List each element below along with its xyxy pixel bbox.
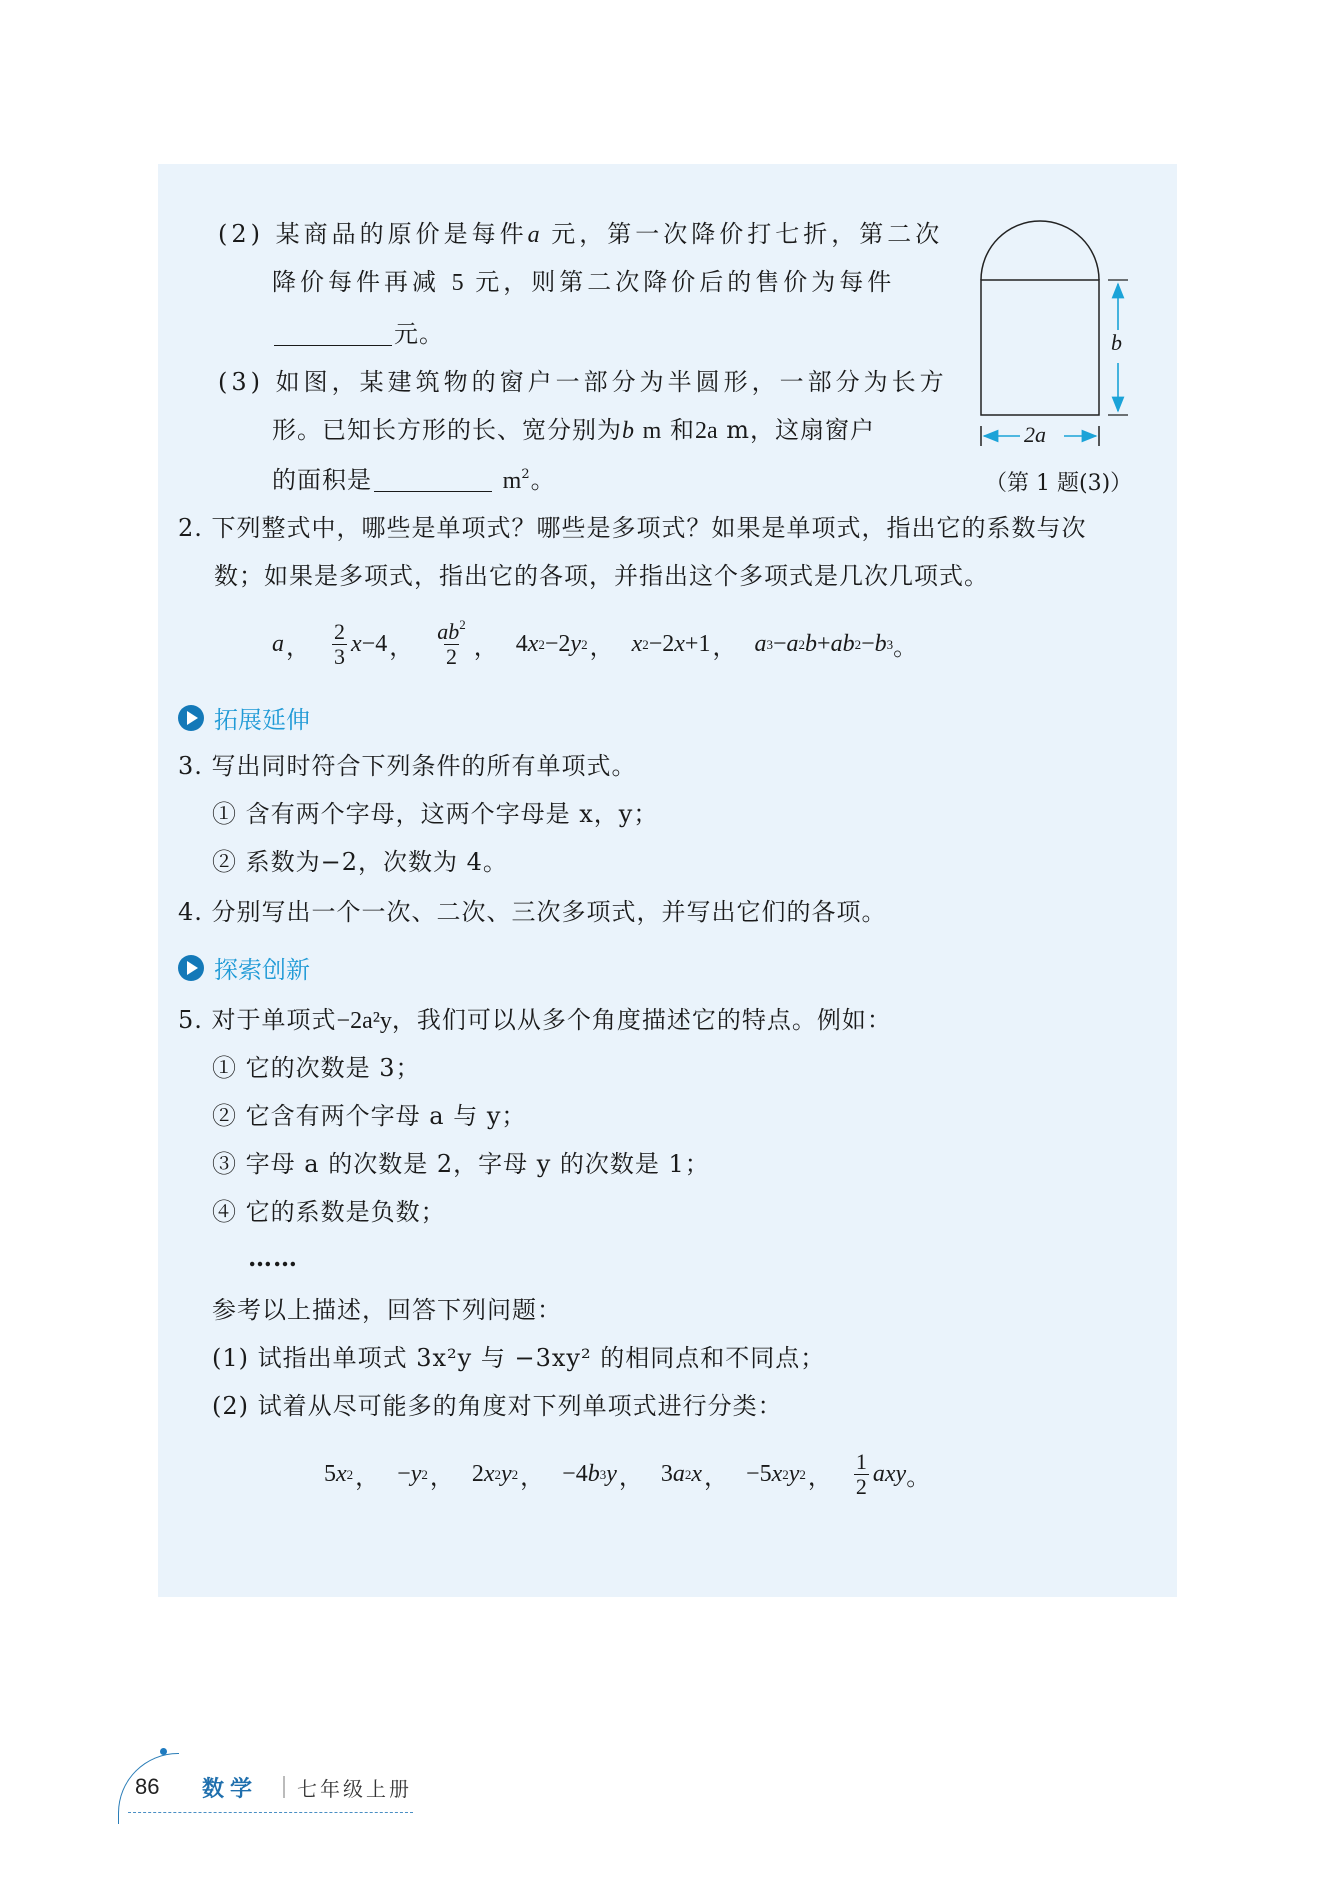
q5-item-1: ① 它的次数是 3； <box>212 1054 421 1082</box>
q1-part3-line1: (3) 如图，某建筑物的窗户一部分为半圆形，一部分为长方 <box>218 368 948 396</box>
figure-label-b: b <box>1111 330 1122 355</box>
q1-part3-line3: 的面积是 $m^2$。 <box>272 466 556 494</box>
q1-part3-label: (3) <box>218 368 264 396</box>
q5-sub1: (1) 试指出单项式 3x²y 与 −3xy² 的相同点和不同点； <box>212 1344 826 1372</box>
semicircle-shape <box>981 221 1099 280</box>
q3-line1: 3. 写出同时符合下列条件的所有单项式。 <box>178 752 637 780</box>
book-title: 七年级上册 <box>297 1777 412 1801</box>
q2-line1: 2. 下列整式中，哪些是单项式？哪些是多项式？如果是单项式，指出它的系数与次 <box>178 514 1087 542</box>
q5-monomials: 5 x 2 ， − y 2 ， 2 x 2 y 2 ， −4 b 3 y ， 3 a 2 x ， −5 x 2 y 2 ， $\frac{1}{2}$ axy 。 <box>324 1449 931 1499</box>
q5-item-3: ③ 字母 a 的次数是 2，字母 y 的次数是 1； <box>212 1150 710 1178</box>
footer-divider <box>283 1776 285 1798</box>
figure-label-2a: 2a <box>1024 422 1046 447</box>
q5-intro: 5. 对于单项式−2a²y，我们可以从多个角度描述它的特点。例如： <box>178 1006 892 1034</box>
q5-item-4: ④ 它的系数是负数； <box>212 1198 446 1226</box>
q2-line2: 数；如果是多项式，指出它的各项，并指出这个多项式是几次几项式。 <box>214 562 989 590</box>
section-heading-explore: 探索创新 <box>178 950 310 985</box>
answer-blank[interactable] <box>274 321 392 346</box>
play-icon <box>178 955 204 981</box>
q5-item-2: ② 它含有两个字母 a 与 y； <box>212 1102 527 1130</box>
q3-condition-2: ② 系数为−2，次数为 4。 <box>212 848 508 876</box>
page-footer <box>110 1748 420 1818</box>
footer-dot-decoration <box>160 1748 167 1755</box>
page-number: 86 <box>135 1774 160 1799</box>
subject-title: 数学 <box>202 1776 259 1802</box>
q5-sub2: (2) 试着从尽可能多的角度对下列单项式进行分类： <box>212 1392 783 1420</box>
q4-line1: 4. 分别写出一个一次、二次、三次多项式，并写出它们的各项。 <box>178 898 887 926</box>
rectangle-shape <box>981 280 1099 415</box>
q5-ellipsis: …… <box>248 1243 298 1272</box>
q5-refer: 参考以上描述，回答下列问题： <box>212 1296 562 1324</box>
q1-part3-line2: 形。已知长方形的长、宽分别为b m 和2a m，这扇窗户 <box>272 416 876 444</box>
footer-dashed-line <box>128 1812 413 1813</box>
q2-expressions: a ， $\frac{2}{3}$ x −4 ， $\frac{ab^2}{2}$ ， 4 x 2 −2 y 2 ， x 2 −2 x +1 ， a 3 − a 2 b + ab 2 − b 3 。 <box>272 617 918 669</box>
q1-part2-line3: 元。 <box>272 318 444 350</box>
answer-blank[interactable] <box>374 467 492 492</box>
figure-caption: （第 1 题(3)） <box>985 471 1133 496</box>
q3-condition-1: ① 含有两个字母，这两个字母是 x，y； <box>212 800 659 828</box>
window-figure <box>960 200 1160 460</box>
q1-part2-line2: 降价每件再减 5 元，则第二次降价后的售价为每件 <box>272 268 896 296</box>
q1-part2-label: (2) <box>218 220 264 248</box>
play-icon <box>178 705 204 731</box>
section-heading-extend: 拓展延伸 <box>178 700 310 735</box>
q1-part2-line1: (2) 某商品的原价是每件a 元，第一次降价打七折，第二次 <box>218 220 944 248</box>
